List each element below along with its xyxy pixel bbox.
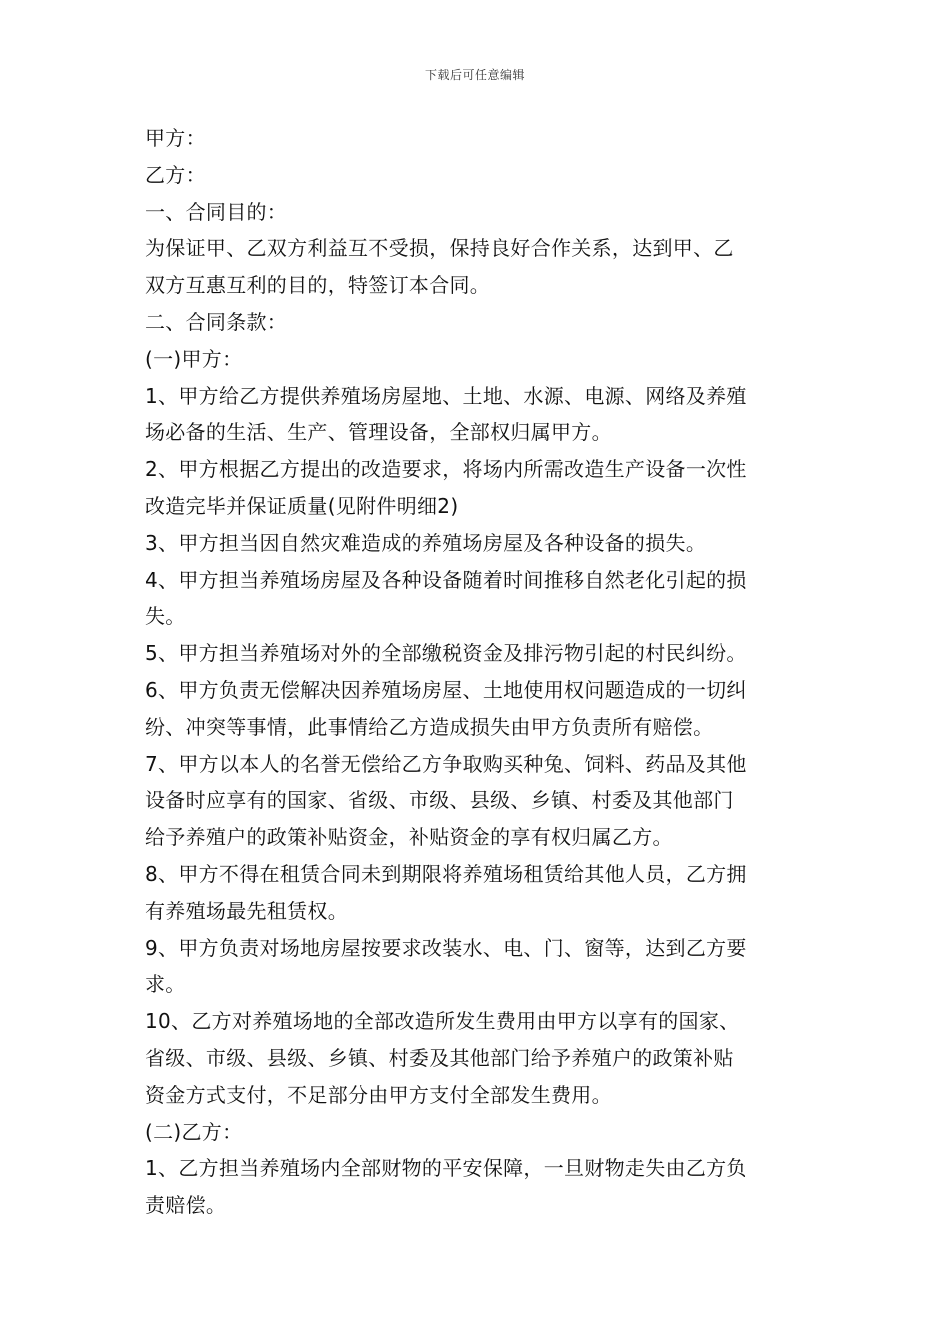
document-line: 甲方：	[145, 126, 206, 150]
document-line: 7、甲方以本人的名誉无偿给乙方争取购买种兔、饲料、药品及其他	[145, 751, 747, 776]
document-line: (二)乙方：	[145, 1119, 243, 1144]
document-line: 5、甲方担当养殖场对外的全部缴税资金及排污物引起的村民纠纷。	[145, 641, 747, 666]
document-line: 1、乙方担当养殖场内全部财物的平安保障，一旦财物走失由乙方负	[145, 1156, 747, 1181]
document-line: 责赔偿。	[145, 1193, 227, 1218]
document-line: 6、甲方负责无偿解决因养殖场房屋、土地使用权问题造成的一切纠	[145, 677, 747, 702]
document-line: 乙方：	[145, 162, 206, 187]
document-body	[145, 120, 810, 1224]
document-line: 设备时应享有的国家、省级、市级、县级、乡镇、村委及其他部门	[145, 788, 734, 813]
document-line: 有养殖场最先租赁权。	[145, 898, 348, 923]
document-line: 一、合同目的：	[145, 199, 288, 224]
document-line: 场必备的生活、生产、管理设备，全部权归属甲方。	[145, 420, 612, 445]
document-line: 省级、市级、县级、乡镇、村委及其他部门给予养殖户的政策补贴	[145, 1045, 734, 1070]
document-line: 给予养殖户的政策补贴资金，补贴资金的享有权归属乙方。	[145, 825, 673, 850]
document-line: 失。	[145, 604, 186, 629]
document-line: 纷、冲突等事情，此事情给乙方造成损失由甲方负责所有赔偿。	[145, 714, 714, 739]
document-line: 双方互惠互利的目的，特签订本合同。	[145, 273, 491, 298]
document-line: 改造完毕并保证质量(见附件明细2)	[145, 493, 459, 518]
document-line: 为保证甲、乙双方利益互不受损，保持良好合作关系，达到甲、乙	[145, 236, 734, 261]
document-line: 二、合同条款：	[145, 309, 288, 334]
document-line: 10、乙方对养殖场地的全部改造所发生费用由甲方以享有的国家、	[145, 1009, 740, 1034]
document-line: 8、甲方不得在租赁合同未到期限将养殖场租赁给其他人员，乙方拥	[145, 861, 747, 886]
document-line: 4、甲方担当养殖场房屋及各种设备随着时间推移自然老化引起的损	[145, 567, 747, 592]
document-line: 1、甲方给乙方提供养殖场房屋地、土地、水源、电源、网络及养殖	[145, 383, 747, 408]
document-line: 9、甲方负责对场地房屋按要求改装水、电、门、窗等，达到乙方要	[145, 935, 747, 960]
document-line: 求。	[145, 972, 186, 997]
document-line: 2、甲方根据乙方提出的改造要求，将场内所需改造生产设备一次性	[145, 457, 747, 482]
document-line: 3、甲方担当因自然灾难造成的养殖场房屋及各种设备的损失。	[145, 530, 707, 555]
document-line: 资金方式支付，不足部分由甲方支付全部发生费用。	[145, 1082, 612, 1107]
document-line: (一)甲方：	[145, 346, 243, 371]
page-header: 下载后可任意编辑	[424, 68, 525, 82]
